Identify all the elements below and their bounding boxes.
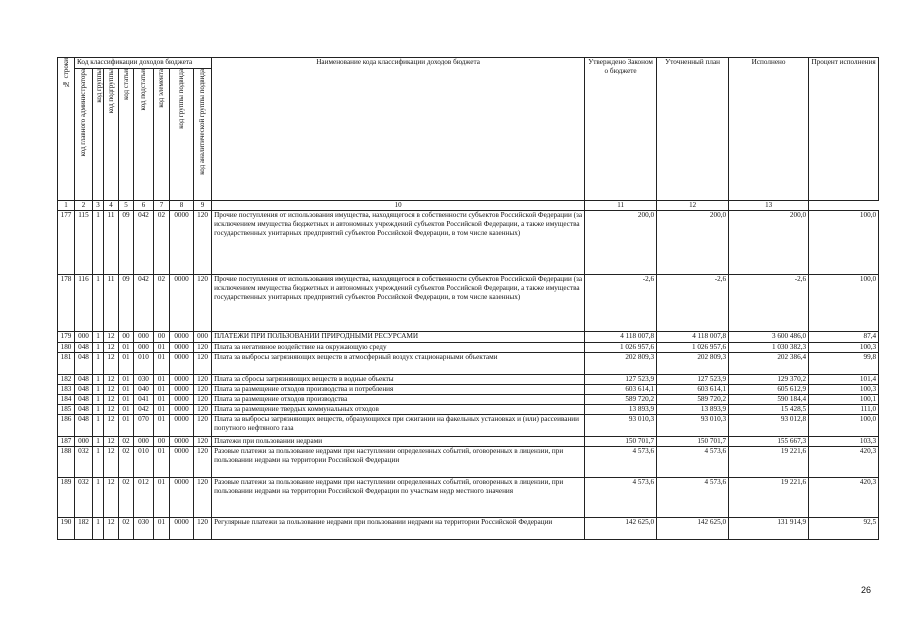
code-admin: 000 bbox=[75, 436, 93, 446]
refined-value: 142 625,0 bbox=[657, 517, 729, 539]
code-grp: 1 bbox=[93, 404, 104, 414]
code-an: 120 bbox=[194, 477, 212, 517]
code-art: 01 bbox=[119, 342, 134, 352]
row-number: 182 bbox=[58, 374, 75, 384]
percent-value: 87,4 bbox=[809, 331, 879, 342]
executed-value: 93 012,8 bbox=[729, 414, 809, 436]
header-name: Наименование кода классификации доходов бюджета bbox=[212, 58, 585, 201]
row-name: Плата за сбросы загрязняющих веществ в водные объекты bbox=[212, 374, 585, 384]
percent-value: 420,3 bbox=[809, 446, 879, 477]
executed-value: 15 428,5 bbox=[729, 404, 809, 414]
code-art: 00 bbox=[119, 331, 134, 342]
code-subart: 042 bbox=[134, 210, 154, 274]
row-number: 187 bbox=[58, 436, 75, 446]
table-row bbox=[58, 352, 879, 374]
row-number: 180 bbox=[58, 342, 75, 352]
code-pg: 0000 bbox=[170, 446, 194, 477]
row-number: 178 bbox=[58, 274, 75, 331]
percent-value: 111,0 bbox=[809, 404, 879, 414]
column-number: 9 bbox=[194, 201, 212, 211]
code-pg: 0000 bbox=[170, 436, 194, 446]
code-sub: 12 bbox=[104, 394, 119, 404]
column-number: 5 bbox=[119, 201, 134, 211]
row-name: Плата за размещение твердых коммунальных отходов bbox=[212, 404, 585, 414]
code-art: 01 bbox=[119, 384, 134, 394]
percent-value: 100,0 bbox=[809, 274, 879, 331]
code-el: 01 bbox=[154, 342, 170, 352]
refined-value: 150 701,7 bbox=[657, 436, 729, 446]
percent-value: 420,3 bbox=[809, 477, 879, 517]
executed-value: 1 030 382,3 bbox=[729, 342, 809, 352]
refined-value: 202 809,3 bbox=[657, 352, 729, 374]
code-admin: 048 bbox=[75, 342, 93, 352]
row-name: ПЛАТЕЖИ ПРИ ПОЛЬЗОВАНИИ ПРИРОДНЫМИ РЕСУРСАМИ bbox=[212, 331, 585, 342]
approved-value: 589 720,2 bbox=[585, 394, 657, 404]
code-pg: 0000 bbox=[170, 477, 194, 517]
row-name: Плата за выбросы загрязняющих веществ в атмосферный воздух стационарными объектами bbox=[212, 352, 585, 374]
refined-value: 4 118 007,8 bbox=[657, 331, 729, 342]
approved-value: 4 573,6 bbox=[585, 446, 657, 477]
code-sub: 12 bbox=[104, 446, 119, 477]
row-number: 188 bbox=[58, 446, 75, 477]
header-row-number: № строки bbox=[58, 58, 75, 201]
approved-value: 4 118 007,8 bbox=[585, 331, 657, 342]
approved-value: 603 614,1 bbox=[585, 384, 657, 394]
header-code-subgroup: код подгруппы bbox=[104, 69, 119, 201]
code-subart: 030 bbox=[134, 517, 154, 539]
percent-value: 101,4 bbox=[809, 374, 879, 384]
code-subart: 030 bbox=[134, 374, 154, 384]
code-pg: 0000 bbox=[170, 374, 194, 384]
table-row bbox=[58, 384, 879, 394]
table-row bbox=[58, 394, 879, 404]
executed-value: 3 600 486,0 bbox=[729, 331, 809, 342]
refined-value: 589 720,2 bbox=[657, 394, 729, 404]
row-name: Плата за выбросы загрязняющих веществ, образующихся при сжигании на факельных установках и (или) рассеивании попутного нефтяного газа bbox=[212, 414, 585, 436]
refined-value: 200,0 bbox=[657, 210, 729, 274]
code-admin: 048 bbox=[75, 404, 93, 414]
code-subart: 040 bbox=[134, 384, 154, 394]
percent-value: 100,3 bbox=[809, 384, 879, 394]
header-code-group: Код классификации доходов бюджета bbox=[75, 58, 212, 69]
row-number: 189 bbox=[58, 477, 75, 517]
code-grp: 1 bbox=[93, 331, 104, 342]
code-el: 00 bbox=[154, 331, 170, 342]
approved-value: 93 010,3 bbox=[585, 414, 657, 436]
row-name: Разовые платежи за пользование недрами при наступлении определенных событий, оговоренных в лицензии, при пользовании недрами на территории Российской Федерации bbox=[212, 446, 585, 477]
refined-value: 4 573,6 bbox=[657, 446, 729, 477]
code-sub: 12 bbox=[104, 517, 119, 539]
column-number: 13 bbox=[729, 201, 809, 211]
code-sub: 12 bbox=[104, 331, 119, 342]
code-subart: 000 bbox=[134, 342, 154, 352]
column-number: 8 bbox=[170, 201, 194, 211]
executed-value: 131 914,9 bbox=[729, 517, 809, 539]
approved-value: -2,6 bbox=[585, 274, 657, 331]
refined-value: -2,6 bbox=[657, 274, 729, 331]
approved-value: 202 809,3 bbox=[585, 352, 657, 374]
page-number: 26 bbox=[860, 585, 871, 595]
code-art: 01 bbox=[119, 404, 134, 414]
code-subart: 012 bbox=[134, 477, 154, 517]
code-grp: 1 bbox=[93, 436, 104, 446]
code-sub: 12 bbox=[104, 404, 119, 414]
code-grp: 1 bbox=[93, 517, 104, 539]
code-el: 01 bbox=[154, 517, 170, 539]
code-an: 120 bbox=[194, 404, 212, 414]
code-an: 120 bbox=[194, 414, 212, 436]
column-number: 3 bbox=[93, 201, 104, 211]
code-sub: 12 bbox=[104, 374, 119, 384]
code-sub: 12 bbox=[104, 414, 119, 436]
column-number: 4 bbox=[104, 201, 119, 211]
approved-value: 4 573,6 bbox=[585, 477, 657, 517]
code-art: 02 bbox=[119, 477, 134, 517]
table-row bbox=[58, 331, 879, 342]
table-row bbox=[58, 404, 879, 414]
approved-value: 200,0 bbox=[585, 210, 657, 274]
executed-value: 129 370,2 bbox=[729, 374, 809, 384]
percent-value: 99,8 bbox=[809, 352, 879, 374]
header-percent: Процент исполнения bbox=[809, 58, 879, 201]
header-code-article: код статьи bbox=[119, 69, 134, 201]
code-el: 02 bbox=[154, 210, 170, 274]
column-number: 7 bbox=[154, 201, 170, 211]
code-art: 02 bbox=[119, 446, 134, 477]
code-admin: 032 bbox=[75, 477, 93, 517]
row-name: Плата за размещение отходов производства и потребления bbox=[212, 384, 585, 394]
code-el: 01 bbox=[154, 414, 170, 436]
code-pg: 0000 bbox=[170, 342, 194, 352]
code-el: 01 bbox=[154, 394, 170, 404]
approved-value: 142 625,0 bbox=[585, 517, 657, 539]
code-pg: 0000 bbox=[170, 414, 194, 436]
code-admin: 048 bbox=[75, 384, 93, 394]
code-an: 120 bbox=[194, 210, 212, 274]
header-code-group-col: код группы bbox=[93, 69, 104, 201]
column-number: 11 bbox=[585, 201, 657, 211]
header-code-element: код элемента bbox=[154, 69, 170, 201]
header-code-admin: код главного администратора bbox=[75, 69, 93, 201]
code-art: 02 bbox=[119, 436, 134, 446]
row-number: 177 bbox=[58, 210, 75, 274]
code-art: 01 bbox=[119, 414, 134, 436]
budget-revenue-table bbox=[57, 57, 879, 540]
percent-value: 100,3 bbox=[809, 342, 879, 352]
code-admin: 048 bbox=[75, 374, 93, 384]
row-number: 184 bbox=[58, 394, 75, 404]
code-subart: 042 bbox=[134, 274, 154, 331]
row-number: 185 bbox=[58, 404, 75, 414]
table-row bbox=[58, 374, 879, 384]
executed-value: 590 184,4 bbox=[729, 394, 809, 404]
column-number: 12 bbox=[657, 201, 729, 211]
code-an: 120 bbox=[194, 274, 212, 331]
code-grp: 1 bbox=[93, 384, 104, 394]
code-el: 01 bbox=[154, 404, 170, 414]
approved-value: 13 893,9 bbox=[585, 404, 657, 414]
executed-value: 202 386,4 bbox=[729, 352, 809, 374]
code-sub: 12 bbox=[104, 342, 119, 352]
header-refined: Уточненный план bbox=[657, 58, 729, 201]
code-art: 09 bbox=[119, 274, 134, 331]
code-admin: 116 bbox=[75, 274, 93, 331]
code-grp: 1 bbox=[93, 394, 104, 404]
percent-value: 100,0 bbox=[809, 210, 879, 274]
code-subart: 010 bbox=[134, 352, 154, 374]
code-pg: 0000 bbox=[170, 331, 194, 342]
code-art: 02 bbox=[119, 517, 134, 539]
table-row bbox=[58, 517, 879, 539]
code-subart: 070 bbox=[134, 414, 154, 436]
code-an: 120 bbox=[194, 436, 212, 446]
table-row bbox=[58, 274, 879, 331]
table-row bbox=[58, 446, 879, 477]
code-sub: 12 bbox=[104, 352, 119, 374]
code-grp: 1 bbox=[93, 342, 104, 352]
refined-value: 1 026 957,6 bbox=[657, 342, 729, 352]
executed-value: 605 612,9 bbox=[729, 384, 809, 394]
header-code-analytic-group: код аналитической группы подвида bbox=[194, 69, 212, 201]
code-el: 01 bbox=[154, 477, 170, 517]
code-sub: 11 bbox=[104, 274, 119, 331]
row-name: Разовые платежи за пользование недрами при наступлении определенных событий, оговоренных в лицензии, при пользовании недрами на территории Российской Федерации по участкам недр местного значения bbox=[212, 477, 585, 517]
row-number: 183 bbox=[58, 384, 75, 394]
row-name: Регулярные платежи за пользование недрами при пользовании недрами на территории Российской Федерации bbox=[212, 517, 585, 539]
percent-value: 100,1 bbox=[809, 394, 879, 404]
code-grp: 1 bbox=[93, 414, 104, 436]
column-number: 10 bbox=[212, 201, 585, 211]
row-number: 186 bbox=[58, 414, 75, 436]
column-number: 2 bbox=[75, 201, 93, 211]
table-row bbox=[58, 436, 879, 446]
executed-value: -2,6 bbox=[729, 274, 809, 331]
code-subart: 010 bbox=[134, 446, 154, 477]
table-row bbox=[58, 210, 879, 274]
approved-value: 127 523,9 bbox=[585, 374, 657, 384]
code-sub: 12 bbox=[104, 477, 119, 517]
code-el: 02 bbox=[154, 274, 170, 331]
row-name: Плата за негативное воздействие на окружающую среду bbox=[212, 342, 585, 352]
code-sub: 11 bbox=[104, 210, 119, 274]
code-an: 120 bbox=[194, 517, 212, 539]
code-subart: 000 bbox=[134, 331, 154, 342]
table-body bbox=[58, 210, 879, 539]
refined-value: 127 523,9 bbox=[657, 374, 729, 384]
executed-value: 200,0 bbox=[729, 210, 809, 274]
code-subart: 000 bbox=[134, 436, 154, 446]
header-executed: Исполнено bbox=[729, 58, 809, 201]
code-admin: 048 bbox=[75, 394, 93, 404]
header-approved: Утверждено Законом о бюджете bbox=[585, 58, 657, 201]
code-el: 01 bbox=[154, 352, 170, 374]
refined-value: 603 614,1 bbox=[657, 384, 729, 394]
code-grp: 1 bbox=[93, 477, 104, 517]
code-an: 120 bbox=[194, 394, 212, 404]
code-an: 120 bbox=[194, 384, 212, 394]
code-pg: 0000 bbox=[170, 517, 194, 539]
code-el: 01 bbox=[154, 446, 170, 477]
table-row bbox=[58, 477, 879, 517]
column-number-row bbox=[58, 201, 879, 211]
code-admin: 182 bbox=[75, 517, 93, 539]
code-an: 120 bbox=[194, 352, 212, 374]
code-art: 01 bbox=[119, 374, 134, 384]
code-el: 01 bbox=[154, 374, 170, 384]
row-name: Прочие поступления от использования имущества, находящегося в собственности субъектов Российской Федерации (за исключением имущества бюджетных и автономных учреждений субъектов Российской Федерации, а также имущества государственных унитарных предприятий субъектов Российской Федерации, в том числе казенных) bbox=[212, 274, 585, 331]
code-sub: 12 bbox=[104, 436, 119, 446]
percent-value: 103,3 bbox=[809, 436, 879, 446]
column-number: 6 bbox=[134, 201, 154, 211]
row-name: Прочие поступления от использования имущества, находящегося в собственности субъектов Российской Федерации (за исключением имущества бюджетных и автономных учреждений субъектов Российской Федерации, а также имущества государственных унитарных предприятий субъектов Российской Федерации, в том числе казенных) bbox=[212, 210, 585, 274]
code-pg: 0000 bbox=[170, 274, 194, 331]
code-art: 09 bbox=[119, 210, 134, 274]
table-row bbox=[58, 342, 879, 352]
percent-value: 92,5 bbox=[809, 517, 879, 539]
row-number: 181 bbox=[58, 352, 75, 374]
column-number: 1 bbox=[58, 201, 75, 211]
code-an: 120 bbox=[194, 374, 212, 384]
code-art: 01 bbox=[119, 394, 134, 404]
header-code-subarticle: код подстатьи bbox=[134, 69, 154, 201]
code-pg: 0000 bbox=[170, 404, 194, 414]
code-el: 01 bbox=[154, 384, 170, 394]
code-pg: 0000 bbox=[170, 352, 194, 374]
executed-value: 19 221,6 bbox=[729, 477, 809, 517]
code-admin: 048 bbox=[75, 414, 93, 436]
code-an: 120 bbox=[194, 342, 212, 352]
percent-value: 100,0 bbox=[809, 414, 879, 436]
code-sub: 12 bbox=[104, 384, 119, 394]
code-pg: 0000 bbox=[170, 210, 194, 274]
code-el: 00 bbox=[154, 436, 170, 446]
row-name: Плата за размещение отходов производства bbox=[212, 394, 585, 404]
code-admin: 000 bbox=[75, 331, 93, 342]
row-name: Платежи при пользовании недрами bbox=[212, 436, 585, 446]
refined-value: 93 010,3 bbox=[657, 414, 729, 436]
code-grp: 1 bbox=[93, 210, 104, 274]
table-row bbox=[58, 414, 879, 436]
code-admin: 032 bbox=[75, 446, 93, 477]
code-grp: 1 bbox=[93, 352, 104, 374]
code-an: 000 bbox=[194, 331, 212, 342]
code-an: 120 bbox=[194, 446, 212, 477]
code-art: 01 bbox=[119, 352, 134, 374]
code-subart: 042 bbox=[134, 404, 154, 414]
executed-value: 19 221,6 bbox=[729, 446, 809, 477]
code-admin: 048 bbox=[75, 352, 93, 374]
approved-value: 1 026 957,6 bbox=[585, 342, 657, 352]
approved-value: 150 701,7 bbox=[585, 436, 657, 446]
executed-value: 155 667,3 bbox=[729, 436, 809, 446]
header-code-subtype-group: код группы подвида bbox=[170, 69, 194, 201]
row-number: 190 bbox=[58, 517, 75, 539]
code-pg: 0000 bbox=[170, 394, 194, 404]
code-pg: 0000 bbox=[170, 384, 194, 394]
code-grp: 1 bbox=[93, 274, 104, 331]
row-number: 179 bbox=[58, 331, 75, 342]
refined-value: 13 893,9 bbox=[657, 404, 729, 414]
code-grp: 1 bbox=[93, 446, 104, 477]
code-subart: 041 bbox=[134, 394, 154, 404]
refined-value: 4 573,6 bbox=[657, 477, 729, 517]
code-admin: 115 bbox=[75, 210, 93, 274]
code-grp: 1 bbox=[93, 374, 104, 384]
